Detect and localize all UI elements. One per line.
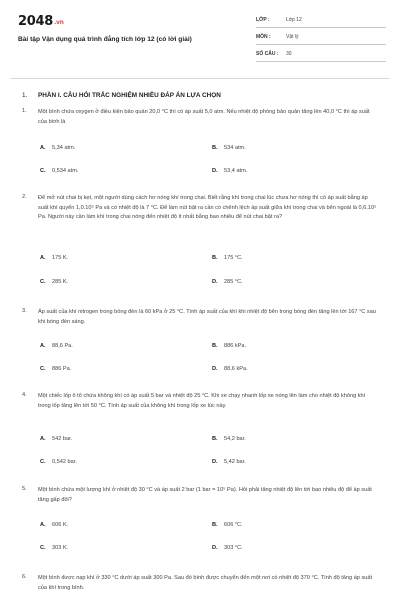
option-text: 542 bar. [52,436,73,442]
question-number: 4. [22,392,27,398]
question-text: Một bình chứa oxygen ở điều kiện bảo quản 20,0 °C thì có áp suất 5,0 atm. Nếu nhiệt độ phòng bảo quản tăng lên 40,0 °C thì áp suất của bình là [38,109,370,125]
option-d[interactable] [212,459,246,465]
option-b[interactable] [212,522,243,528]
question-6 [22,574,382,598]
meta-value: Lớp 12 [286,17,302,23]
question-3 [22,308,382,380]
document-header [0,0,400,68]
option-text: 175 K. [52,255,69,261]
option-letter: A. [40,255,46,261]
option-c[interactable] [40,366,71,372]
question-text: Để mở nút chai bị kẹt, một người dùng cách hơ nóng khí trong chai. Biết rằng khí trong chai lúc chưa hơ nóng thì có áp suất bằng áp suất khí quyển 1,0.10⁵ Pa và có nhiệt độ là 7 °C. Để làm nút bật ra cần có chênh lệch áp suất giữa khí trong chai và bên ngoài là 0,6.10⁵ Pa. Người này cần làm khí trong chai nóng đến nhiệt độ ít nhất bằng bao nhiêu để nút chai bật ra? [38,195,377,221]
option-text: 534 atm. [224,145,246,151]
option-text: 886 kPa. [224,343,247,349]
meta-row-count [256,48,386,62]
question-number: 2. [22,194,27,200]
logo-sub: .vn [53,19,64,26]
option-c[interactable] [40,545,68,551]
option-c[interactable] [40,168,78,174]
header-divider [10,78,390,79]
option-text: 606 °C. [224,522,243,528]
section-title: PHẦN I. CÂU HỎI TRẮC NGHIỆM NHIỀU ĐÁP ÁN LỰA CHỌN [38,92,221,99]
meta-label: MÔN : [256,34,271,40]
question-text: Một bình được nạp khí ở 330 °C dưới áp suất 300 Pa. Sau đó bình được chuyển đến một nơi có nhiệt độ 370 °C. Tính độ tăng áp suất của khí trong bình. [38,575,373,591]
option-text: 285 K. [52,279,69,285]
option-text: 175 °C. [224,255,243,261]
option-d[interactable] [212,279,243,285]
option-letter: C. [40,168,46,174]
option-letter: B. [212,255,218,261]
option-text: 88,6 kPa. [224,366,248,372]
document-title: Bài tập Vận dụng quá trình đẳng tích lớp 12 (có lời giải) [18,36,192,43]
option-letter: B. [212,145,218,151]
section-heading [22,92,221,99]
question-text: Một bình chứa một lượng khí ở nhiệt độ 30 °C và áp suất 2 bar (1 bar = 10⁵ Pa). Hỏi phải tăng nhiệt độ lên tới bao nhiêu độ để áp suất tăng gấp đôi? [38,487,372,503]
option-d[interactable] [212,366,248,372]
option-letter: D. [212,545,218,551]
option-letter: A. [40,522,46,528]
option-letter: C. [40,279,46,285]
option-letter: A. [40,436,46,442]
option-letter: D. [212,279,218,285]
option-letter: B. [212,522,218,528]
option-letter: B. [212,436,218,442]
option-d[interactable] [212,168,247,174]
option-text: 5,34 atm. [52,145,76,151]
option-letter: C. [40,366,46,372]
question-1 [22,108,382,178]
option-letter: D. [212,459,218,465]
option-a[interactable] [40,255,68,261]
meta-label: LỚP : [256,17,270,23]
option-letter: D. [212,366,218,372]
option-text: 303 °C. [224,545,243,551]
option-text: 606 K. [52,522,69,528]
option-text: 0,542 bar. [52,459,77,465]
question-number: 1. [22,108,27,114]
section-number: 1. [22,92,28,99]
option-letter: C. [40,459,46,465]
question-5 [22,486,382,558]
option-text: 88,6 Pa. [52,343,73,349]
meta-value: 30 [286,51,292,57]
question-2 [22,194,382,294]
meta-label: SỐ CÂU : [256,51,279,57]
option-b[interactable] [212,343,246,349]
option-letter: A. [40,343,46,349]
option-b[interactable] [212,145,246,151]
option-text: 53,4 atm. [224,168,248,174]
option-letter: B. [212,343,218,349]
option-letter: C. [40,545,46,551]
option-text: 0,534 atm. [52,168,79,174]
option-text: 285 °C. [224,279,243,285]
question-4 [22,392,382,474]
option-a[interactable] [40,522,68,528]
option-a[interactable] [40,436,72,442]
question-number: 6. [22,574,27,580]
option-d[interactable] [212,545,243,551]
option-a[interactable] [40,145,75,151]
meta-value: Vật lý [286,34,299,40]
site-logo[interactable] [18,14,64,29]
option-c[interactable] [40,279,68,285]
meta-panel [256,14,386,62]
option-text: 303 K. [52,545,69,551]
option-text: 886 Pa. [52,366,72,372]
option-text: 5,42 bar. [224,459,246,465]
option-b[interactable] [212,436,246,442]
option-letter: A. [40,145,46,151]
question-number: 5. [22,486,27,492]
option-letter: D. [212,168,218,174]
logo-main: 2048 [18,14,53,29]
option-a[interactable] [40,343,73,349]
question-number: 3. [22,308,27,314]
option-b[interactable] [212,255,243,261]
meta-row-class [256,14,386,28]
meta-row-subject [256,31,386,45]
question-text: Một chiếc lốp ô tô chứa không khí có áp suất 5 bar và nhiệt độ 25 °C. Khi xe chạy nhanh lốp xe nóng lên làm cho nhiệt độ không khí trong lốp tăng lên tới 50 °C. Tính áp suất của không khí trong lốp xe lúc này. [38,393,366,409]
option-text: 54,2 bar. [224,436,246,442]
question-text: Áp suất của khí nitrogen trong bóng đèn là 60 kPa ở 25 °C. Tính áp suất của khí khi nhiệt độ bên trong bóng đèn tăng lên tới 167 °C sau khi bóng đèn sáng. [38,309,376,325]
option-c[interactable] [40,459,77,465]
